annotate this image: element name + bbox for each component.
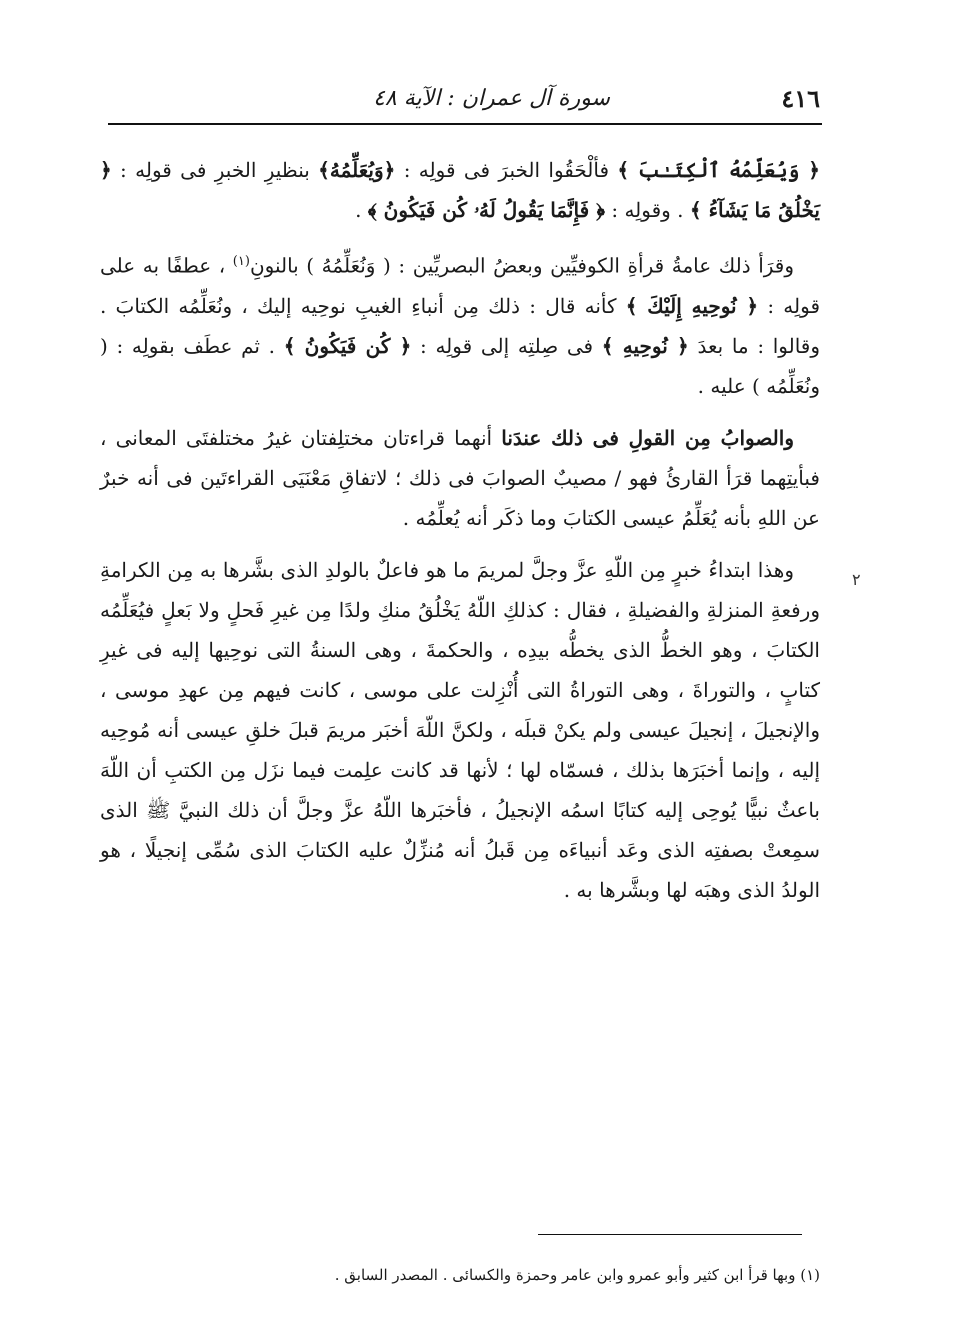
text-run: فى صِلتِه إلى قولِه : bbox=[411, 333, 602, 358]
text-run: بنظيرِ الخبرِ فى قولِه : bbox=[111, 158, 319, 182]
margin-folio-marker: ٢ bbox=[852, 570, 861, 589]
footnote-rule bbox=[538, 1234, 802, 1235]
quran-quote: ﴿ وَيُعَلِّمُهُ ٱلْكِتَـٰبَ ﴾ bbox=[617, 158, 821, 182]
text-run: وقرَأ ذلك عامةُ قرأةِ الكوفيِّين وبعضُ البصريِّين : ( وَنُعَلِّمُهُ ) بالنونِ bbox=[249, 253, 795, 278]
text-run: أنهما قراءتان مختلِفتان غيرُ مختلفتَى المعانى ، فبأيتِهما قرَأ القارئُ فهو / مصيبٌ الصوابَ فى ذلك ؛ لاتفاقِ مَعْنَيَى القراءتَين فى أنه خبرٌ عن اللهِ بأنه يُعَلِّمُ عيسى الكتابَ وما ذكَر أنه يُعلِّمُه . bbox=[100, 425, 820, 530]
page-number: ٤١٦ bbox=[781, 84, 820, 113]
header-rule bbox=[108, 123, 822, 125]
body-text bbox=[100, 150, 820, 922]
text-run: وهذا ابتداءُ خبرٍ مِن اللّهِ عزَّ وجلَّ لمريمَ ما هو فاعلٌ بالولدِ الذى بشَّرها به مِن الكرامةِ ورفعةِ المنزلةِ والفضيلةِ ، فقال : كذلكِ اللّهُ يَخْلُقُ منكِ ولدًا مِن غيرِ فَحلٍ ولا بَعلٍ فيُعَلِّمُه الكتابَ ، وهو الخطُّ الذى يخطُّه بيدِه ، والحكمةَ ، وهى السنةُ التى نوحِيها إليه فى غيرِ كتابٍ ، والتوراةَ ، وهى التوراةُ التى أُنْزِلت على موسى ، كانت فيهم مِن عهدِ موسى ، والإنجيلَ ، إنجيلَ عيسى ولم يكنْ قبلَه ، ولكنَّ اللّهَ أخبَر مريمَ قبلَ خلقِ عيسى أنه مُوحِيه إليه ، وإنما أخبَرَها بذلك ، فسمّاه لها ؛ لأنها قد كانت علِمت فيما نزَل مِن الكتبِ أن اللّهَ باعثٌ نبيًّا يُوحِى إليه كتابًا اسمُه الإنجيلُ ، فأخبَرها اللّهُ عزَّ وجلَّ أن ذلك النبيَّ ﷺ الذى سمِعتْ بصفتِه الذى وعَد أنبياءَه مِن قَبلُ أنه مُنزِّلٌ عليه الكتابَ الذى سُمِّى إنجيلًا ، هو الولدُ الذى وهبَه لها وبشَّرها به . bbox=[100, 557, 821, 902]
paragraph bbox=[100, 150, 820, 230]
footnote: (١) وبها قرأ ابن كثير وأبو عمرو وابن عامر وحمزة والكسائى . المصدر السابق . bbox=[334, 1266, 820, 1284]
paragraph bbox=[100, 242, 820, 406]
text-run: كأنه قال : ذلك مِن أنباءِ الغيبِ نوحِيه إليك ، ونُعَلِّمُه الكتابَ . وقالوا : ما بعدَ bbox=[100, 293, 821, 358]
running-title: سورة آل عمران : الآية ٤٨ bbox=[373, 86, 610, 111]
page-header bbox=[108, 78, 820, 118]
quran-quote: ﴿ نُوحِيهِ ﴾ bbox=[601, 333, 689, 358]
text-run: . bbox=[355, 198, 368, 222]
bold-lead-text: والصوابُ مِن القولِ فى ذلك عندَنا bbox=[501, 425, 794, 450]
quran-quote: ﴿ نُوحِيهِ إِلَيْكَ ﴾ bbox=[625, 293, 759, 318]
quran-quote: ﴿ يَخْلُقُ مَا يَشَآءُ ﴾ bbox=[100, 158, 820, 222]
footnote-marker: (١) bbox=[232, 254, 250, 269]
text-run: ، عطفًا به على قولِه : bbox=[100, 253, 821, 318]
text-run: فألْحَقُوا الخبرَ فى قولِه : bbox=[395, 158, 618, 182]
paragraph bbox=[100, 550, 820, 910]
quran-quote: ﴿ فَإِنَّمَا يَقُولُ لَهُۥ كُن فَيَكُونُ ﴾ bbox=[367, 198, 605, 222]
quran-quote: ﴿وَيُعَلِّمُهُ﴾ bbox=[318, 158, 396, 182]
quran-quote: ﴿ كُن فَيَكُونُ ﴾ bbox=[283, 333, 412, 358]
text-run: . وقولِه : bbox=[604, 198, 690, 222]
paragraph bbox=[100, 418, 820, 538]
text-run: . ثم عطَف بقولِه : ( ونُعَلِّمُه ) عليه . bbox=[100, 333, 820, 398]
